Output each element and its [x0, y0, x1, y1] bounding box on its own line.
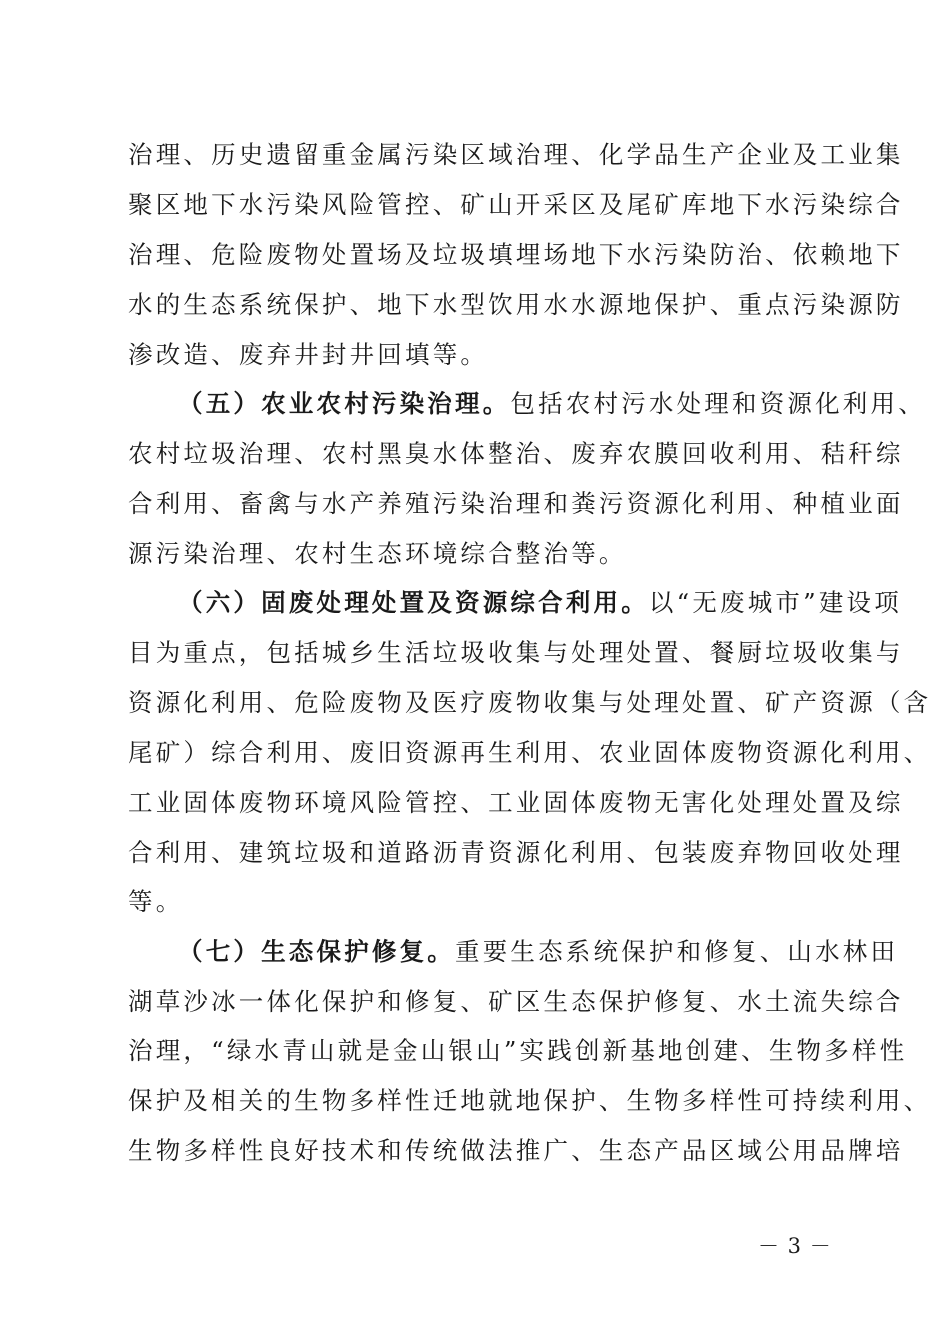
body-text-line: 水的生态系统保护、地下水型饮用水水源地保护、重点污染源防	[128, 290, 904, 319]
body-text-line: 保护及相关的生物多样性迁地就地保护、生物多样性可持续利用、	[128, 1086, 932, 1115]
body-text-line: 资源化利用、危险废物及医疗废物收集与处理处置、矿产资源（含	[128, 688, 932, 717]
body-text-line: 工业固体废物环境风险管控、工业固体废物无害化处理处置及综	[128, 788, 904, 817]
section-heading: （六）固废处理处置及资源综合利用。	[178, 588, 649, 617]
body-text: 以“无废城市”建设项	[648, 588, 902, 617]
section-heading: （五）农业农村污染治理。	[178, 389, 511, 418]
body-text-line: 等。	[128, 887, 184, 916]
body-text-line: 聚区地下水污染风险管控、矿山开采区及尾矿库地下水污染综合	[128, 190, 904, 219]
body-text-line: 渗改造、废弃井封井回填等。	[128, 340, 489, 369]
body-text-line: 湖草沙冰一体化保护和修复、矿区生态保护修复、水土流失综合	[128, 987, 904, 1016]
paragraph-first-line	[178, 588, 902, 618]
section-heading: （七）生态保护修复。	[178, 937, 455, 966]
body-text-line: 合利用、建筑垃圾和道路沥青资源化利用、包装废弃物回收处理	[128, 838, 904, 867]
body-text-line: 治理、危险废物处置场及垃圾填埋场地下水污染防治、依赖地下	[128, 240, 904, 269]
body-text-line: 生物多样性良好技术和传统做法推广、生态产品区域公用品牌培	[128, 1136, 904, 1165]
body-text-line: 目为重点，包括城乡生活垃圾收集与处理处置、餐厨垃圾收集与	[128, 638, 904, 667]
body-text: 包括农村污水处理和资源化利用、	[510, 389, 926, 418]
paragraph-first-line	[178, 937, 899, 967]
body-text-line: 源污染治理、农村生态环境综合整治等。	[128, 539, 627, 568]
body-text-line: 治理、历史遗留重金属污染区域治理、化学品生产企业及工业集	[128, 140, 904, 169]
body-text-line: 治理，“绿水青山就是金山银山”实践创新基地创建、生物多样性	[128, 1036, 908, 1065]
page-number: － 3 －	[758, 1234, 832, 1258]
body-text-line: 农村垃圾治理、农村黑臭水体整治、废弃农膜回收利用、秸秆综	[128, 439, 904, 468]
body-text-line: 尾矿）综合利用、废旧资源再生利用、农业固体废物资源化利用、	[128, 738, 932, 767]
body-text: 重要生态系统保护和修复、山水林田	[455, 937, 899, 966]
body-text-line: 合利用、畜禽与水产养殖污染治理和粪污资源化利用、种植业面	[128, 489, 904, 518]
paragraph-first-line	[178, 389, 926, 419]
